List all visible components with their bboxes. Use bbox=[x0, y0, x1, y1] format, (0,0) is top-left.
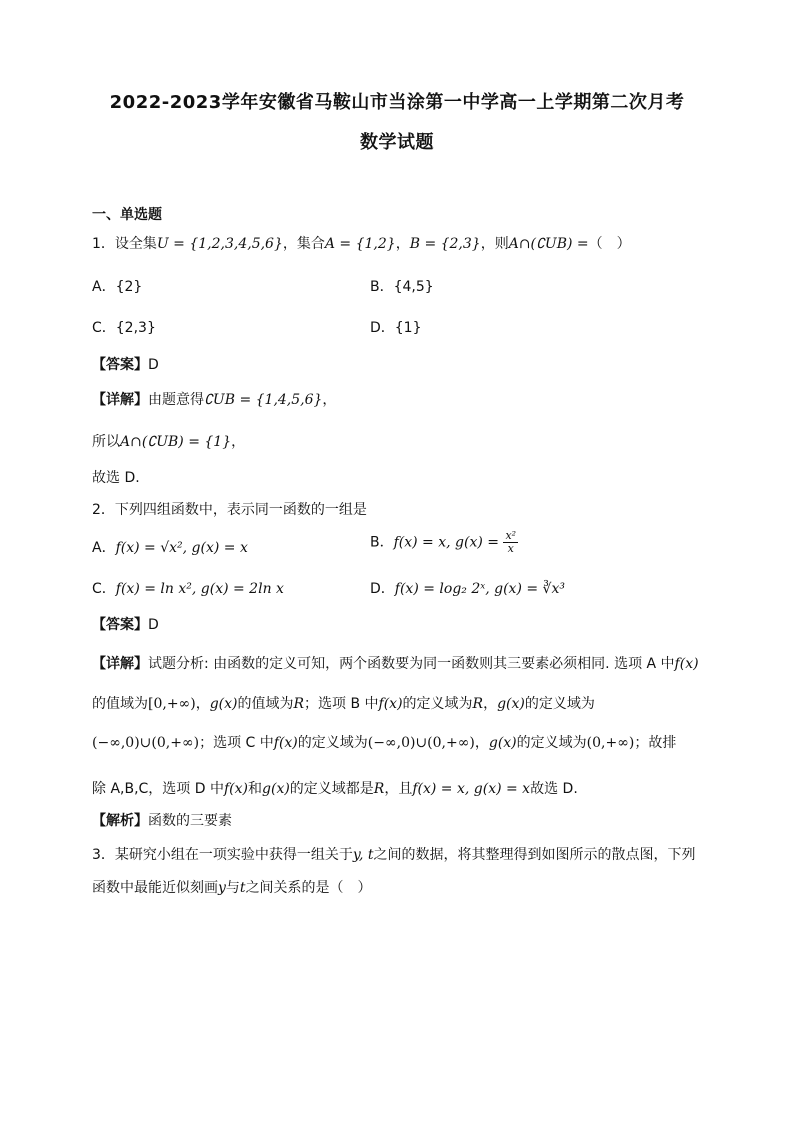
detail-text: ， bbox=[322, 392, 337, 408]
q2-detail-line1 bbox=[92, 653, 699, 673]
detail-expression: R bbox=[293, 696, 305, 712]
q1-option-d: D．{1} bbox=[370, 320, 422, 336]
option-expression: f(x) = ln x², g(x) = 2ln x bbox=[115, 581, 284, 597]
q3-text: 之间的数据，将其整理得到如图所示的散点图，下列 bbox=[373, 847, 696, 863]
detail-text: 所以 bbox=[92, 434, 120, 450]
detail-expression: f(x) = x, g(x) = x bbox=[412, 781, 531, 797]
option-expression: f(x) = √x², g(x) = x bbox=[115, 540, 248, 556]
detail-text: 的值域为 bbox=[92, 696, 148, 712]
q1-stem-text: ，则 bbox=[480, 236, 509, 252]
detail-text: 的定义域为 bbox=[524, 696, 595, 712]
detail-text: 试题分析: 由函数的定义可知，两个函数要为同一函数则其三要素必须相同. 选项 A 中 bbox=[148, 656, 675, 672]
q3-expression: y bbox=[218, 880, 226, 896]
detail-text: 的定义域都是 bbox=[289, 781, 374, 797]
option-label: C． bbox=[92, 581, 116, 597]
answer-label: 【答案】 bbox=[92, 617, 148, 633]
detail-expression: g(x) bbox=[488, 735, 517, 751]
detail-text: 的定义域为 bbox=[402, 696, 473, 712]
answer-value: D bbox=[148, 357, 159, 373]
detail-expression: A∩(∁UB) = {1} bbox=[120, 434, 232, 450]
detail-text: 的定义域为 bbox=[297, 735, 368, 751]
option-label: D． bbox=[370, 581, 395, 597]
q3-text: 之间关系的是（ ） bbox=[245, 880, 372, 896]
q3-stem-line1 bbox=[92, 844, 695, 864]
q2-option-a bbox=[92, 537, 248, 557]
detail-text: ；故排 bbox=[634, 735, 677, 751]
detail-expression: f(x) bbox=[224, 781, 249, 797]
detail-text: ， bbox=[483, 696, 498, 712]
q1-set-u: U = {1,2,3,4,5,6} bbox=[156, 236, 283, 252]
q1-set-a: A = {1,2} bbox=[324, 236, 396, 252]
q1-set-b: B = {2,3} bbox=[409, 236, 481, 252]
q1-answer bbox=[92, 354, 159, 374]
detail-text: ， bbox=[231, 434, 246, 450]
detail-expression: [0,+∞) bbox=[148, 696, 196, 712]
q2-option-d bbox=[370, 578, 565, 598]
exam-title: 2022-2023学年安徽省马鞍山市当涂第一中学高一上学期第二次月考 bbox=[109, 92, 685, 113]
option-expression: f(x) = log₂ 2ˣ, g(x) = ∛x³ bbox=[394, 581, 565, 597]
detail-expression: R bbox=[472, 696, 484, 712]
q1-stem-text: 1．设全集 bbox=[92, 236, 157, 252]
detail-text: ；选项 B 中 bbox=[304, 696, 379, 712]
detail-expression: R bbox=[373, 781, 385, 797]
q1-option-a: A．{2} bbox=[92, 279, 143, 295]
detail-label: 【详解】 bbox=[92, 656, 148, 672]
detail-text: 除 A,B,C，选项 D 中 bbox=[92, 781, 224, 797]
q2-answer bbox=[92, 614, 159, 634]
option-label: B． bbox=[370, 534, 394, 551]
q3-stem-line2 bbox=[92, 877, 372, 897]
detail-expression: g(x) bbox=[262, 781, 290, 797]
detail-text: ；选项 C 中 bbox=[199, 735, 274, 751]
q3-text: 3．某研究小组在一项实验中获得一组关于 bbox=[92, 847, 353, 863]
analysis-text: 函数的三要素 bbox=[148, 813, 232, 829]
detail-text: 的定义域为 bbox=[516, 735, 587, 751]
q1-detail-line2 bbox=[92, 431, 245, 451]
detail-expression: (−∞,0)∪(0,+∞) bbox=[367, 735, 475, 751]
option-expression: f(x) = x, g(x) = bbox=[393, 534, 499, 551]
exam-subtitle: 数学试题 bbox=[360, 132, 434, 153]
q2-stem: 2．下列四组函数中，表示同一函数的一组是 bbox=[92, 502, 367, 518]
q2-detail-line3 bbox=[92, 732, 676, 752]
q1-blank: （ ） bbox=[588, 236, 631, 252]
q1-option-c: C．{2,3} bbox=[92, 320, 156, 336]
detail-expression: (−∞,0)∪(0,+∞) bbox=[92, 735, 200, 751]
q1-option-b: B．{4,5} bbox=[370, 279, 434, 295]
q1-stem-text: ，集合 bbox=[282, 236, 325, 252]
detail-text: ， bbox=[474, 735, 489, 751]
detail-expression: g(x) bbox=[497, 696, 525, 712]
q1-expression: A∩(∁UB) = bbox=[508, 236, 589, 252]
q2-option-c bbox=[92, 578, 284, 598]
q3-expression: y, t bbox=[352, 847, 374, 863]
q1-stem-text: ， bbox=[395, 236, 410, 252]
fraction-numerator: x² bbox=[505, 529, 517, 542]
q1-detail-line3: 故选 D. bbox=[92, 470, 140, 486]
detail-text: 的值域为 bbox=[237, 696, 294, 712]
detail-text: 和 bbox=[248, 781, 263, 797]
q2-detail-line2 bbox=[92, 693, 595, 713]
option-label: A． bbox=[92, 540, 116, 556]
detail-label: 【详解】 bbox=[92, 392, 148, 408]
section-heading: 一、单选题 bbox=[92, 207, 162, 223]
q2-detail-line4 bbox=[92, 778, 578, 798]
detail-expression: f(x) bbox=[674, 656, 699, 672]
detail-text: ，且 bbox=[384, 781, 413, 797]
q2-analysis bbox=[92, 810, 232, 830]
detail-expression: f(x) bbox=[378, 696, 403, 712]
answer-value: D bbox=[148, 617, 159, 633]
q1-stem bbox=[92, 233, 631, 253]
analysis-label: 【解析】 bbox=[92, 813, 148, 829]
detail-text: 故选 D. bbox=[530, 781, 578, 797]
detail-expression: f(x) bbox=[273, 735, 298, 751]
answer-label: 【答案】 bbox=[92, 357, 148, 373]
fraction-denominator: x bbox=[507, 542, 514, 555]
detail-text: 由题意得 bbox=[148, 392, 204, 408]
q3-text: 与 bbox=[225, 880, 240, 896]
q3-text: 函数中最能近似刻画 bbox=[92, 880, 218, 896]
fraction bbox=[503, 530, 518, 555]
detail-expression: g(x) bbox=[209, 696, 238, 712]
detail-text: ， bbox=[195, 696, 210, 712]
detail-expression: ∁UB = {1,4,5,6} bbox=[204, 392, 323, 408]
detail-expression: (0,+∞) bbox=[586, 735, 635, 751]
q2-option-b bbox=[370, 530, 518, 555]
q1-detail bbox=[92, 389, 336, 409]
q3-expression: t bbox=[239, 880, 246, 896]
